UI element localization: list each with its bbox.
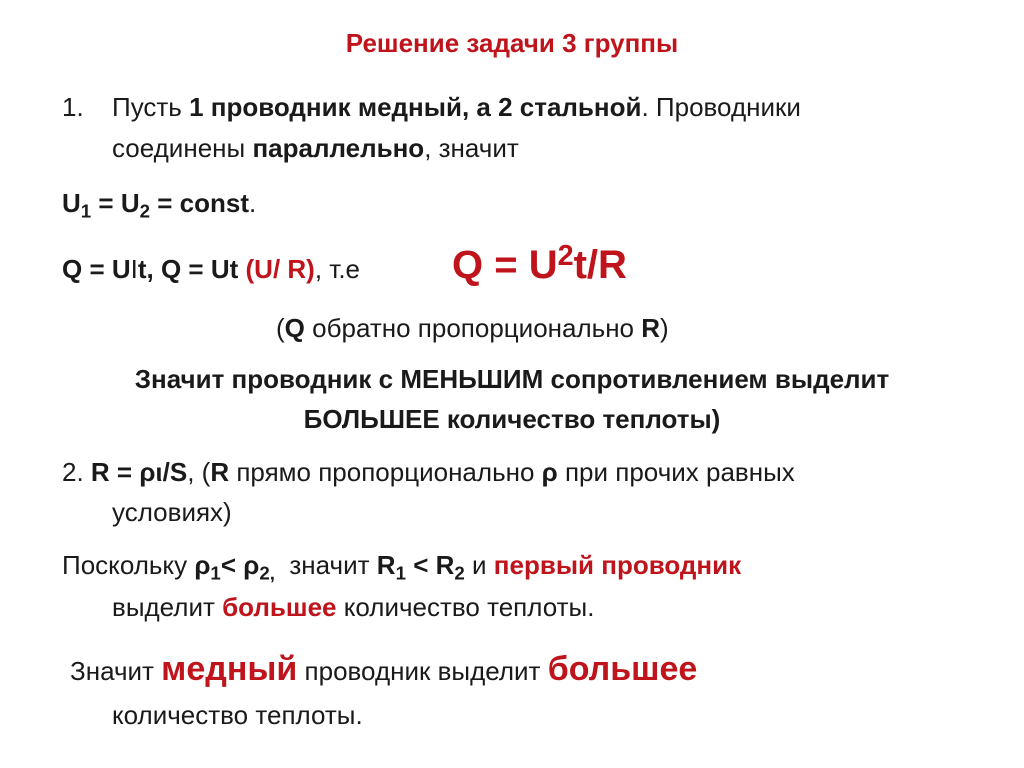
final-c: проводник выделит (304, 656, 541, 686)
inverse-q: Q (284, 313, 305, 343)
main-formula-a: Q = U (452, 243, 558, 287)
since-rho2-sub: 2, (259, 562, 275, 584)
since-line1 (62, 548, 741, 582)
item2-r: R (210, 457, 230, 487)
since-d: первый проводник (493, 550, 742, 580)
since-rho1-sub: 1 (210, 562, 221, 584)
since-a: Поскольку (62, 550, 188, 580)
inverse-open: ( (276, 313, 285, 343)
u2-symbol: = U (91, 188, 140, 218)
item1-text-1: Пусть (112, 92, 182, 122)
item2-sep: , ( (187, 457, 211, 487)
inverse-line (276, 311, 669, 345)
voltage-dot: . (249, 188, 257, 218)
item1-text-2: 1 проводник медный, а 2 стальной (189, 92, 642, 122)
item1-text-6: , значит (424, 133, 519, 163)
u1-subscript: 1 (80, 200, 92, 222)
item1-line2 (112, 131, 519, 165)
item1-number: 1. (62, 92, 84, 122)
inverse-close: ) (660, 313, 669, 343)
conclusion-line1: Значит проводник с МЕНЬШИМ сопротивлением выделит (134, 364, 890, 394)
final-b: медный (161, 650, 298, 688)
inverse-mid: обратно пропорционально (304, 313, 642, 343)
const-text: = const (150, 188, 249, 218)
item2-line2: условиях) (112, 497, 232, 527)
heat-line (62, 252, 360, 286)
item1-text-3: . Проводники (641, 92, 801, 122)
main-formula (452, 242, 627, 288)
since-r2-sub: 2 (454, 562, 465, 584)
since-lt1: < ρ (220, 550, 260, 580)
heat-part-c: (U/ R) (245, 254, 315, 284)
item2-mid: прямо пропорционально (229, 457, 542, 487)
since-line2c: количество теплоты. (336, 592, 595, 622)
heat-part-b: t, Q = Ut (137, 254, 239, 284)
heat-part-d: , т.е (314, 254, 361, 284)
since-line2b: большее (222, 592, 337, 622)
since-r1: R (376, 550, 396, 580)
final-line1 (70, 648, 697, 692)
since-line2 (112, 590, 594, 624)
since-rho1: ρ (194, 550, 211, 580)
main-formula-sup: 2 (557, 240, 574, 273)
heat-current: I (130, 254, 138, 284)
item1-text-5: параллельно (252, 133, 425, 163)
heat-part-a: Q = U (62, 254, 131, 284)
item2-formula: R = ρι/S (90, 457, 188, 487)
item1-line1 (62, 90, 84, 124)
since-c: и (472, 550, 487, 580)
inverse-r: R (641, 313, 661, 343)
u1-symbol: U (62, 188, 81, 218)
final-d: большее (547, 650, 698, 688)
conclusion-line2: БОЛЬШЕЕ количество теплоты) (303, 404, 721, 434)
slide-title: Решение задачи 3 группы (345, 28, 679, 58)
since-b: значит (289, 550, 370, 580)
main-formula-b: t/R (573, 243, 627, 287)
item2-line1 (62, 455, 795, 489)
item2-number: 2. (62, 457, 84, 487)
since-r1-sub: 1 (395, 562, 406, 584)
final-a: Значит (70, 656, 154, 686)
item1-line1-text (112, 90, 801, 124)
item2-end: при прочих равных (557, 457, 795, 487)
since-line2a: выделит (112, 592, 215, 622)
item2-rho: ρ (541, 457, 558, 487)
item1-text-4: соединены (112, 133, 246, 163)
u2-subscript: 2 (139, 200, 151, 222)
voltage-line (62, 186, 256, 220)
final-line2: количество теплоты. (112, 700, 363, 730)
since-lt2: < R (405, 550, 455, 580)
